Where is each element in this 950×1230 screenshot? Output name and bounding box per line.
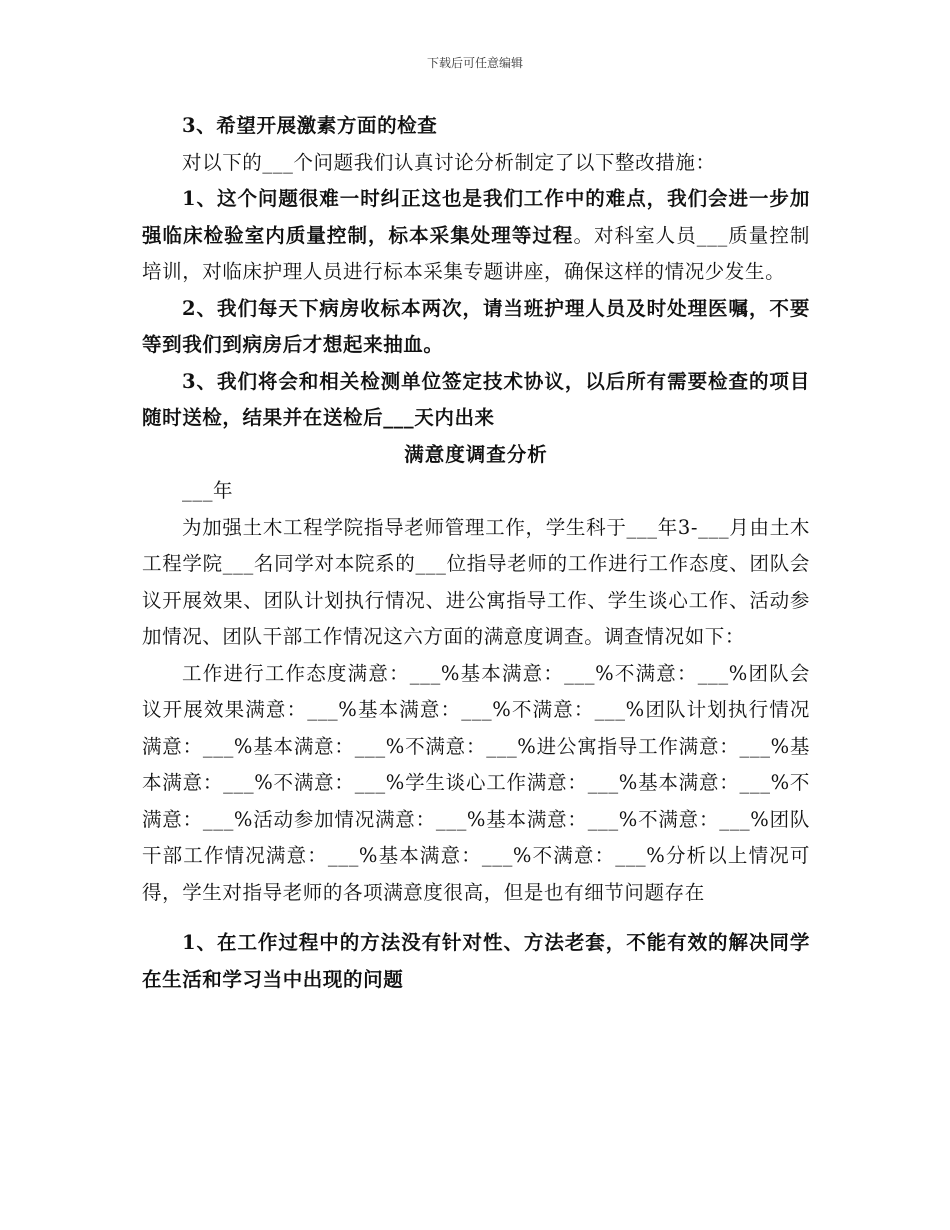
rectification-intro: 对以下的___个问题我们认真讨论分析制定了以下整改措施：: [182, 150, 716, 174]
survey-year: ___年: [182, 479, 234, 502]
measure-2: 2、我们每天下病房收标本两次，请当班护理人员及时处理医嘱，不要等到我们到病房后才想起来抽血。: [142, 296, 810, 356]
survey-results: 工作进行工作态度满意：___%基本满意：___%不满意：___%团队会议开展效果满意：___%基本满意：___%不满意：___%团队计划执行情况满意：___%基本满意：___%不满意：___%进公寓指导工作满意：___%基本满意：___%不满意：___%学生谈心工作满意：___%基本满意：___%不满意：___%活动参加情况满意：___%基本满意：___%不满意：___%团队干部工作情况满意：___%基本满意：___%不满意：___%分析以上情况可得，学生对指导老师的各项满意度很高，但是也有细节问题存在: [142, 661, 810, 904]
hope-item-3: 3、希望开展激素方面的检查: [182, 114, 438, 137]
measure-1-rest: 。对科室人员___质量控制培训，对临床护理人员进行标本采集专题讲座，确保这样的情况少发生。: [142, 223, 810, 283]
problem-1: 1、在工作过程中的方法没有针对性、方法老套，不能有效的解决同学在生活和学习当中出现的问题: [142, 931, 810, 991]
document-body: [142, 108, 810, 998]
survey-intro: 为加强土木工程学院指导老师管理工作，学生科于___年3-___月由土木工程学院___名同学对本院系的___位指导老师的工作进行工作态度、团队会议开展效果、团队计划执行情况、进公寓指导工作、学生谈心工作、活动参加情况、团队干部工作情况这六方面的满意度调查。调查情况如下：: [142, 515, 810, 648]
survey-title: 满意度调查分析: [404, 442, 548, 466]
page-header: 下载后可任意编辑: [426, 56, 523, 70]
measure-3: 3、我们将会和相关检测单位签定技术协议，以后所有需要检查的项目随时送检，结果并在送检后___天内出来: [142, 369, 810, 429]
measure-1-bold: 1、这个问题很难一时纠正这也是我们工作中的难点，我们会进一步加强临床检验室内质量控制，标本采集处理等过程: [142, 187, 810, 247]
measure-1: [142, 181, 810, 291]
